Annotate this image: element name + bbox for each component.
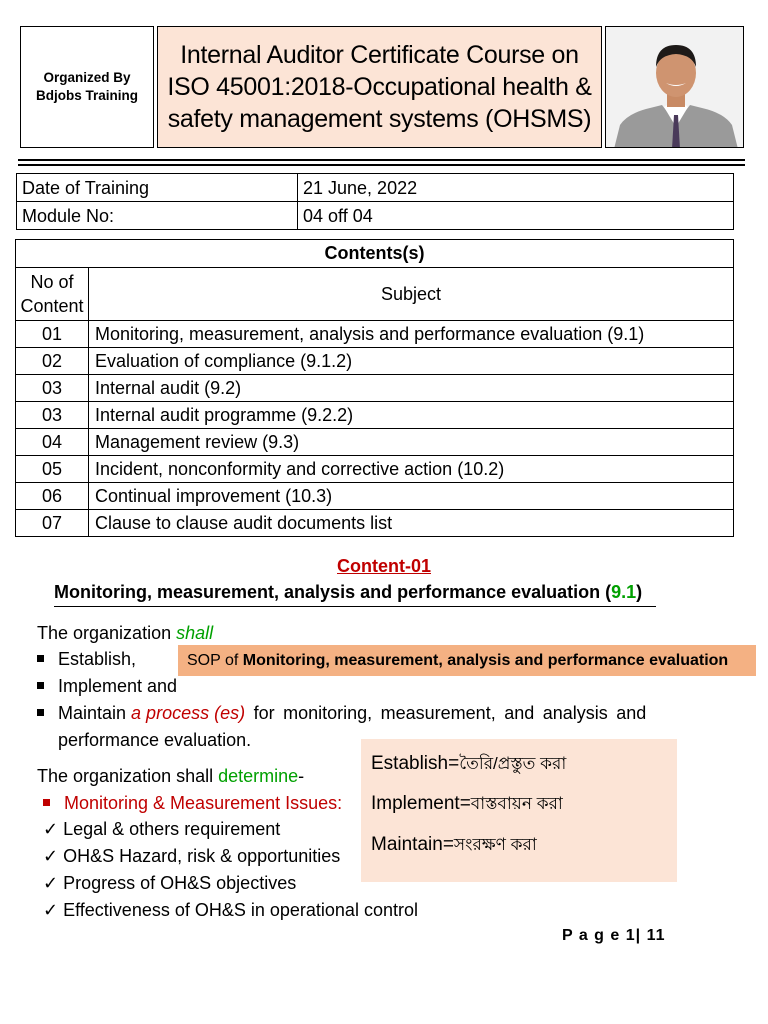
contents-table	[15, 239, 734, 537]
contents-title-row	[16, 240, 734, 268]
module-label: Module No:	[17, 202, 298, 230]
definition-term: Maintain=	[371, 834, 454, 855]
determine-prefix: The organization shall	[37, 766, 219, 786]
contents-column-headers	[16, 268, 734, 321]
content-subject: Evaluation of compliance (9.1.2)	[89, 348, 734, 375]
table-row	[16, 483, 734, 510]
section-heading	[54, 582, 656, 607]
issues-text: Monitoring & Measurement Issues:	[64, 793, 343, 813]
check-item-text: Legal & others requirement	[63, 819, 281, 839]
column-header-no	[16, 268, 89, 321]
check-item	[43, 897, 418, 924]
checkmark-icon: ✓	[43, 819, 59, 839]
trainer-portrait-image	[606, 27, 744, 148]
table-row	[16, 402, 734, 429]
sop-callout	[178, 645, 756, 676]
bullet-establish	[37, 646, 136, 673]
page-separator: |	[635, 927, 642, 944]
process-emphasis: a process (es)	[131, 703, 246, 723]
definition-meaning: তৈরি/প্রস্তুত করা	[459, 754, 567, 773]
content-subject: Clause to clause audit documents list	[89, 510, 734, 537]
header-divider-bottom	[18, 164, 745, 166]
table-row	[16, 510, 734, 537]
definitions-box	[361, 739, 677, 882]
page-total: 11	[646, 927, 666, 944]
header-divider-top	[18, 159, 745, 161]
organizer-box	[20, 26, 154, 148]
definition-meaning: সংরক্ষণ করা	[453, 835, 537, 854]
organizer-line-2: Bdjobs Training	[35, 88, 138, 103]
definition-meaning: বাস্তবায়ন করা	[470, 794, 563, 813]
section-heading-text: Monitoring, measurement, analysis and performance evaluation (	[54, 582, 612, 602]
table-row	[16, 429, 734, 456]
definition-implement	[371, 791, 563, 819]
title-line-1: Internal Auditor Certificate Course on	[180, 41, 579, 69]
determine-suffix: -	[298, 766, 305, 786]
shall-keyword: shall	[176, 623, 214, 643]
table-row	[16, 348, 734, 375]
checkmark-icon: ✓	[43, 873, 59, 893]
title-line-2: ISO 45001:2018-Occupational health &	[167, 73, 592, 101]
bullet-maintain-line-2: performance evaluation.	[58, 730, 252, 750]
content-number: 02	[16, 348, 89, 375]
sop-prefix: SOP of	[187, 652, 243, 669]
determine-keyword: determine	[218, 766, 299, 786]
date-label: Date of Training	[17, 174, 298, 202]
table-row	[16, 321, 734, 348]
bullet-implement-text: Implement and	[58, 676, 178, 696]
check-item	[43, 870, 296, 897]
checkmark-icon: ✓	[43, 846, 59, 866]
content-number: 04	[16, 429, 89, 456]
organizer-line-1: Organized By	[43, 70, 131, 85]
content-subject: Management review (9.3)	[89, 429, 734, 456]
definition-term: Establish=	[371, 753, 460, 774]
content-number: 03	[16, 402, 89, 429]
check-item-text: Progress of OH&S objectives	[63, 873, 297, 893]
module-value: 04 off 04	[298, 202, 734, 230]
definition-term: Implement=	[371, 793, 471, 814]
check-item	[43, 816, 280, 843]
page-number: 1	[625, 927, 636, 944]
organization-determine-line	[37, 763, 304, 790]
contents-title: Contents(s)	[16, 240, 734, 268]
content-number: 05	[16, 456, 89, 483]
definition-establish	[371, 751, 566, 779]
page-label: P a g e	[562, 927, 621, 944]
checkmark-icon: ✓	[43, 900, 59, 920]
content-subject: Incident, nonconformity and corrective action (10.2)	[89, 456, 734, 483]
content-number: 07	[16, 510, 89, 537]
content-number: 01	[16, 321, 89, 348]
check-item-text: OH&S Hazard, risk & opportunities	[63, 846, 341, 866]
organization-shall-prefix: The organization	[37, 623, 177, 643]
column-header-no-line-1: No of	[30, 272, 74, 292]
clause-number: 9.1	[611, 582, 637, 602]
square-bullet-icon	[37, 682, 44, 689]
table-row	[17, 202, 734, 230]
content-subject: Internal audit (9.2)	[89, 375, 734, 402]
bullet-implement	[37, 673, 177, 700]
check-item-text: Effectiveness of OH&S in operational control	[63, 900, 418, 920]
section-heading-close: )	[636, 582, 643, 602]
table-row	[16, 375, 734, 402]
trainer-photo	[605, 26, 744, 148]
content-subject: Internal audit programme (9.2.2)	[89, 402, 734, 429]
bullet-maintain-rest: for monitoring, measurement, and analysis and	[245, 703, 647, 723]
issues-heading	[43, 790, 342, 817]
organization-shall-line	[37, 620, 213, 647]
content-label-text: Content-01	[337, 556, 431, 576]
square-bullet-icon	[37, 709, 44, 716]
content-number: 06	[16, 483, 89, 510]
title-line-3: safety management systems (OHSMS)	[167, 105, 592, 133]
course-title-box	[157, 26, 602, 148]
content-subject: Monitoring, measurement, analysis and performance evaluation (9.1)	[89, 321, 734, 348]
check-item	[43, 843, 340, 870]
training-info-table	[16, 173, 734, 230]
sop-title: Monitoring, measurement, analysis and performance evaluation	[242, 652, 729, 669]
square-bullet-icon	[43, 799, 50, 806]
bullet-maintain-prefix: Maintain	[58, 703, 132, 723]
date-value: 21 June, 2022	[298, 174, 734, 202]
page-footer	[562, 927, 666, 945]
content-label	[0, 556, 768, 577]
table-row	[16, 456, 734, 483]
square-bullet-icon	[37, 655, 44, 662]
bullet-establish-text: Establish,	[58, 649, 137, 669]
table-row	[17, 174, 734, 202]
definition-maintain	[371, 832, 537, 860]
bullet-maintain	[37, 700, 677, 727]
content-number: 03	[16, 375, 89, 402]
content-subject: Continual improvement (10.3)	[89, 483, 734, 510]
column-header-subject: Subject	[89, 268, 734, 321]
column-header-no-line-2: Content	[20, 296, 84, 316]
